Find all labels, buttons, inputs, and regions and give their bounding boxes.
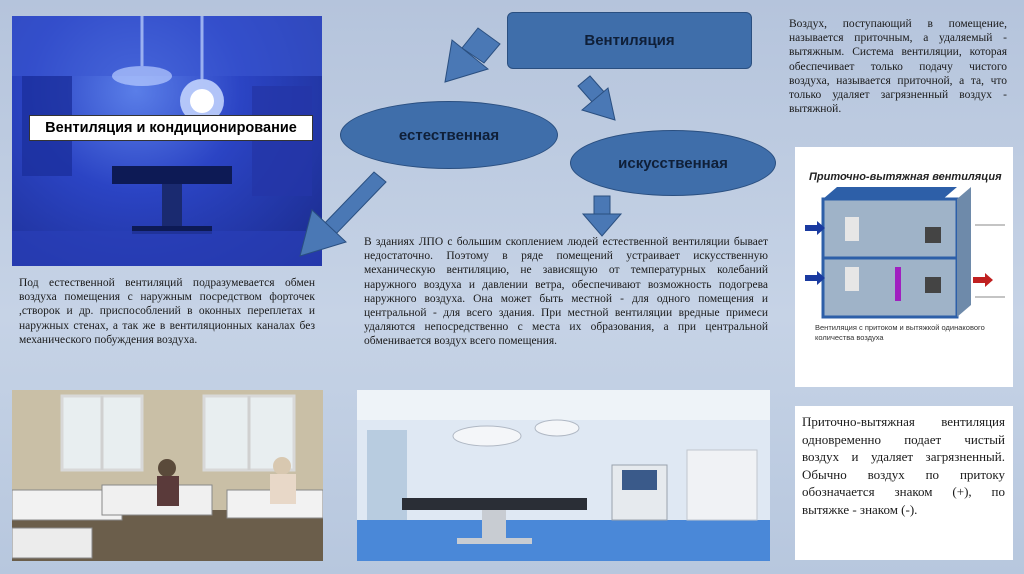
natural-ventilation-text: Под естественной вентиляций подразумевается обмен воздуха помещения с наружным посредством форточек ,створок и др. приспособлений в оконных переплетах и наружных стенах, а так же в вентиляционных каналах без механического побуждения воздуха. bbox=[19, 277, 315, 346]
arrow-to-artificial-icon bbox=[578, 76, 615, 120]
artificial-ventilation-text: В зданиях ЛПО с большим скоплением людей естественной вентиляции бывает недостаточно. Поэтому в ряде помещений устраивает искусственную механическую вентиляцию, не зависящую от температурных колебаний наружного воздуха и давлении ветра, обеспечивают возможность подогрева наружного воздуха. Она может быть местной - для одного помещения и центральной - для всего здания. При местной вентиляции вредные примеси удаляются непосредственно с места их образования, а при центральной обменивается воздух всего помещения. bbox=[364, 236, 768, 348]
modern-operating-room-drawing bbox=[357, 390, 770, 561]
hospital-ward-photo bbox=[12, 390, 323, 561]
arrow-to-natural-icon bbox=[445, 28, 500, 82]
modern-operating-room-photo bbox=[357, 390, 770, 561]
supply-exhaust-box bbox=[795, 406, 1013, 560]
arrow-to-artificial-text-icon bbox=[583, 196, 621, 236]
photo-caption: Вентиляция и кондиционирование bbox=[29, 115, 313, 141]
scheme-drawing bbox=[795, 147, 1013, 387]
ventilation-root-label: Вентиляция bbox=[584, 32, 675, 49]
supply-exhaust-scheme bbox=[795, 147, 1013, 387]
supply-exhaust-text: Приточно-вытяжная вентиляция одновременно подает чистый воздух и удаляет загрязненный. Обычно воздух по притоку обозначается знаком (+), по вытяжке - знаком (-). bbox=[802, 414, 1005, 517]
artificial-ventilation-ellipse bbox=[570, 130, 776, 196]
natural-ventilation-label: естественная bbox=[398, 126, 500, 144]
scheme-title: Приточно-вытяжная вентиляция bbox=[809, 171, 1002, 183]
artificial-ventilation-label: искусственная bbox=[618, 154, 728, 172]
scheme-caption: Вентиляция с притоком и вытяжкой одинакового количества воздуха bbox=[815, 323, 985, 342]
ventilation-root-box bbox=[507, 12, 752, 69]
operating-room-photo bbox=[12, 16, 322, 266]
hospital-ward-drawing bbox=[12, 390, 323, 561]
operating-room-drawing bbox=[12, 16, 322, 266]
air-definition-text: Воздух, поступающий в помещение, называется приточным, а удаляемый - вытяжным. Система вентиляции, которая обеспечивает только подачу чистого воздуха, называется приточной, а та, что только удаляет загрязненный воздух - вытяжной. bbox=[789, 18, 1007, 116]
natural-ventilation-ellipse bbox=[340, 101, 558, 169]
